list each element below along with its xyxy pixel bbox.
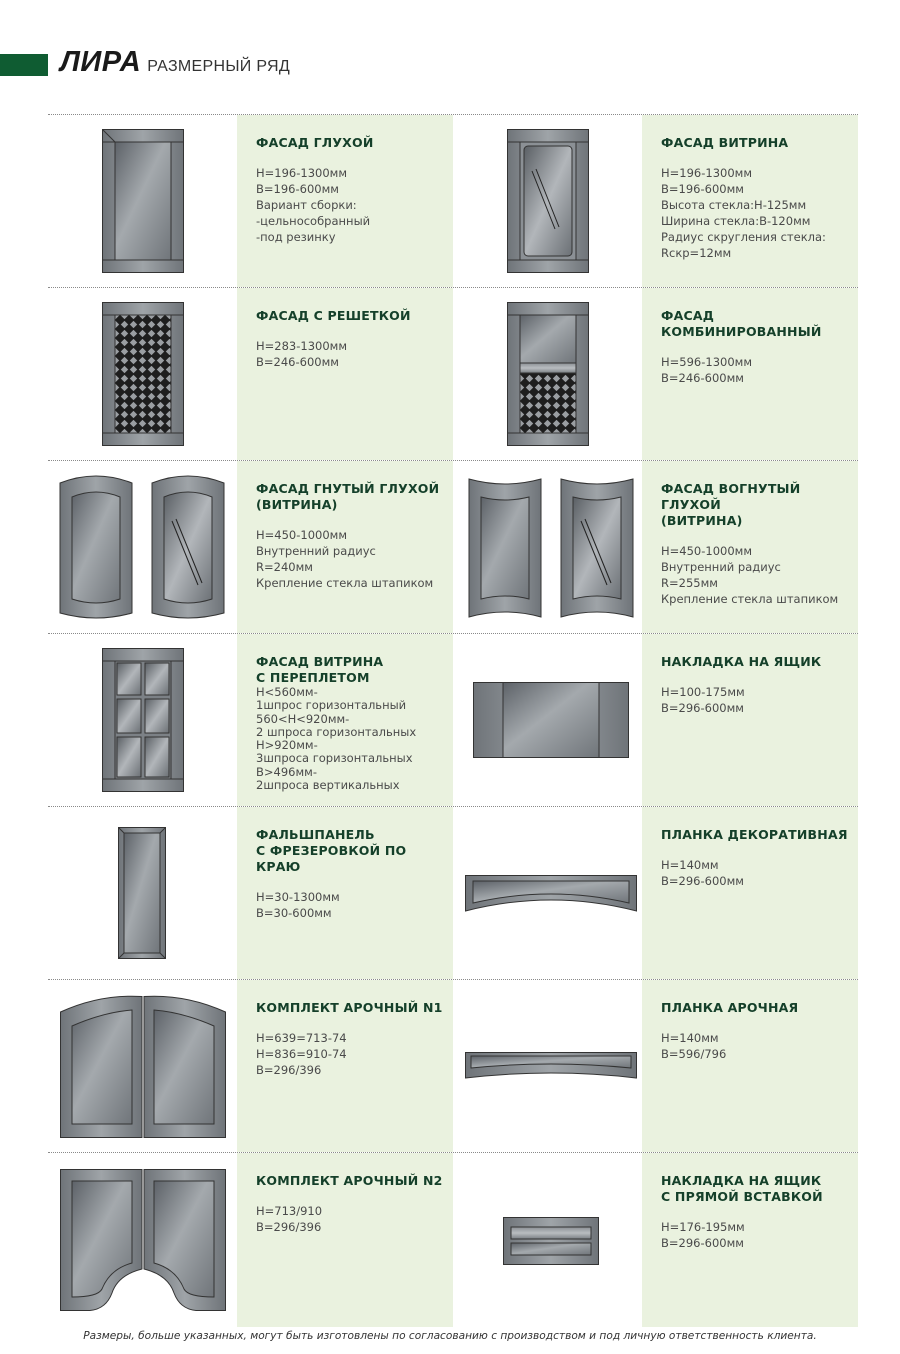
illustration-glass-facade [453,115,642,287]
spec-line: В=30-600мм [256,906,332,920]
illustration-solid-facade [48,115,237,287]
spec-line: Rскр=12мм [661,246,732,260]
spec-line: В=196-600мм [661,182,744,196]
page-title-sub: РАЗМЕРНЫЙ РЯД [147,58,290,75]
illustration-combined-facade [453,288,642,460]
product-title: ФАСАД ВИТРИНА [661,135,789,150]
product-card [642,288,858,460]
spec-line: Н=196-1300мм [256,166,348,180]
product-card [237,807,453,979]
spec-line: -под резинку [256,230,336,244]
page-title [60,46,290,79]
page-title-main: ЛИРА [60,46,142,78]
footnote: Размеры, больше указанных, могут быть изготовлены по согласованию с производством и под личную ответственность клиента. [83,1330,817,1342]
product-title: КОМПЛЕКТ АРОЧНЫЙ N2 [256,1173,443,1188]
spec-line: 3шпроса горизонтальных [256,751,413,766]
spec-line: В=296-600мм [661,874,744,888]
product-title: ФАСАД КОМБИНИРОВАННЫЙ [661,308,822,339]
product-title: НАКЛАДКА НА ЯЩИК С ПРЯМОЙ ВСТАВКОЙ [661,1173,823,1204]
spec-line: Н<560мм- [256,685,318,699]
spec-line: Н=713/910 [256,1204,323,1218]
product-grid [48,114,858,1327]
grid-row [48,1152,858,1327]
spec-line: Н=176-195мм [661,1220,745,1234]
brand-bar [0,54,48,76]
spec-line: Н=30-1300мм [256,890,340,904]
spec-line: В=246-600мм [661,371,744,385]
spec-line: Н=596-1300мм [661,355,753,369]
product-card [642,634,858,806]
product-card [237,461,453,633]
illustration-muntin-facade [48,634,237,806]
product-card [642,1153,858,1327]
spec-line: Н=450-1000мм [661,544,753,558]
product-title: КОМПЛЕКТ АРОЧНЫЙ N1 [256,1000,443,1015]
spec-line: Н=450-1000мм [256,528,348,542]
spec-line: Н=140мм [661,1031,719,1045]
spec-line: Н>920мм- [256,738,318,753]
product-title: ФАСАД ВОГНУТЫЙ ГЛУХОЙ (ВИТРИНА) [661,481,801,528]
product-title: ФАСАД ГЛУХОЙ [256,135,374,150]
grid-row [48,806,858,979]
spec-line: Высота стекла:Н-125мм [661,198,807,212]
product-card [642,115,858,287]
illustration-curved-facades [48,461,237,633]
product-card [642,807,858,979]
product-title: ФАЛЬШПАНЕЛЬ С ФРЕЗЕРОВКОЙ ПО КРАЮ [256,827,407,874]
product-title: ФАСАД ГНУТЫЙ ГЛУХОЙ (ВИТРИНА) [256,481,440,512]
product-card [237,115,453,287]
spec-line: 560<Н<920мм- [256,711,350,726]
product-title: ФАСАД ВИТРИНА С ПЕРЕПЛЕТОМ [256,654,384,685]
spec-line: В=596/796 [661,1047,727,1061]
spec-line: R=240мм [256,560,313,574]
illustration-drawer-overlay [453,634,642,806]
grid-row [48,633,858,806]
spec-line: Н=140мм [661,858,719,872]
product-card [237,1153,453,1327]
spec-line: Вариант сборки: [256,198,357,212]
spec-line: 2 шпроса горизонтальных [256,724,417,739]
spec-line: В=296/396 [256,1220,322,1234]
spec-line: Н=196-1300мм [661,166,753,180]
product-title: ПЛАНКА АРОЧНАЯ [661,1000,799,1015]
spec-line: В=296/396 [256,1063,322,1077]
spec-line: 1шпрос горизонтальный [256,698,407,713]
spec-line: 2шпроса вертикальных [256,778,400,793]
illustration-drawer-straight-insert [453,1153,642,1327]
product-card [642,980,858,1152]
product-title: НАКЛАДКА НА ЯЩИК [661,654,822,669]
illustration-arched-set-2 [48,1153,237,1327]
spec-line: Н=836=910-74 [256,1047,347,1061]
grid-row [48,287,858,460]
spec-line: Ширина стекла:В-120мм [661,214,811,228]
spec-line: В>496мм- [256,764,317,779]
spec-line: Н=639=713-74 [256,1031,347,1045]
illustration-false-panel [48,807,237,979]
spec-line: Крепление стекла штапиком [661,592,839,606]
product-title: ФАСАД С РЕШЕТКОЙ [256,308,411,323]
spec-line: Радиус скругления стекла: [661,230,826,244]
spec-line: -цельнособранный [256,214,371,228]
product-card [237,980,453,1152]
spec-line: Внутренний радиус [256,544,376,558]
product-card [237,634,453,806]
product-title: ПЛАНКА ДЕКОРАТИВНАЯ [661,827,848,842]
illustration-concave-facades [453,461,642,633]
illustration-arched-set-1 [48,980,237,1152]
spec-line: В=246-600мм [256,355,339,369]
spec-line: Н=283-1300мм [256,339,348,353]
spec-line: Крепление стекла штапиком [256,576,434,590]
spec-line: В=296-600мм [661,701,744,715]
spec-line: В=196-600мм [256,182,339,196]
grid-row [48,460,858,633]
grid-row [48,114,858,287]
spec-line: R=255мм [661,576,718,590]
product-card [237,288,453,460]
illustration-arched-strip [453,980,642,1152]
illustration-decorative-strip [453,807,642,979]
grid-row [48,979,858,1152]
product-card [642,461,858,633]
spec-line: В=296-600мм [661,1236,744,1250]
spec-line: Н=100-175мм [661,685,745,699]
spec-line: Внутренний радиус [661,560,781,574]
illustration-lattice-facade [48,288,237,460]
